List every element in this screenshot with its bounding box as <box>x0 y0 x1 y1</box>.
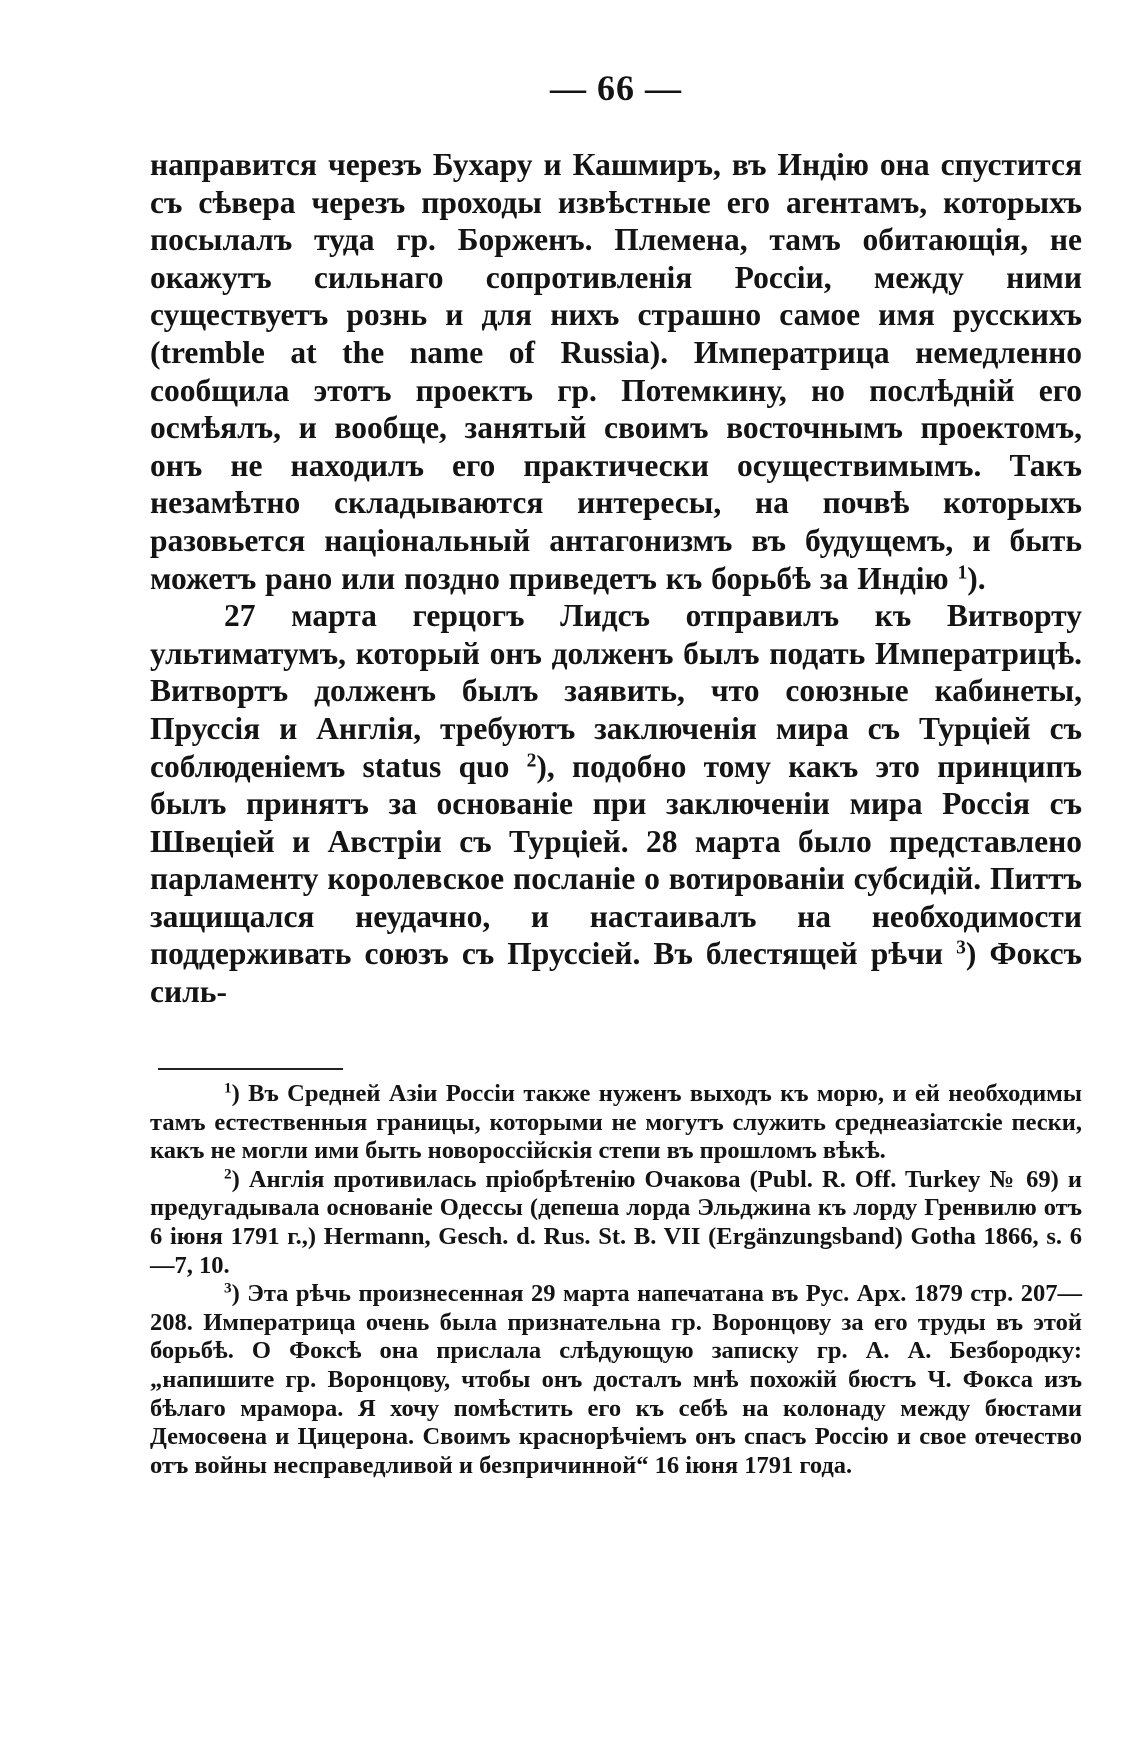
footnote-ref-3: 3 <box>956 937 966 959</box>
footnote-3-text: ) Эта рѣчь произнесенная 29 марта напечатана въ Рус. Арх. 1879 стр. 207—208. Императрица очень была признательна гр. Воронцову за его труды въ этой борьбѣ. О Фоксѣ она прислала слѣдующую записку гр. А. А. Безбородку: „напишите гр. Воронцову, чтобы онъ досталъ мнѣ похожій бюстъ Ч. Фокса изъ бѣлаго мрамора. Я хочу помѣстить его къ себѣ на колонаду между бюстами Демосѳена и Цицерона. Своимъ краснорѣчіемъ онъ спасъ Россію и свое отечество отъ войны несправедливой и безпричинной“ 16 іюня 1791 года. <box>150 1280 1082 1479</box>
footnote-mark-3: 3 <box>224 1279 232 1297</box>
footnote-mark-1: 1 <box>224 1079 232 1097</box>
footnote-ref-2: 2 <box>526 749 537 771</box>
paragraph-1-text: направится черезъ Бухару и Кашмиръ, въ Индію она спустится съ сѣвера черезъ проходы извѣстные его агентамъ, которыхъ посылалъ туда гр. Борженъ. Племена, тамъ обитающія, не окажутъ сильнаго сопротивленія Россіи, между ними существуетъ рознь и для нихъ страшно самое имя русскихъ (tremble at the name of Russia). Императрица немедленно сообщила этотъ проектъ гр. Потемкину, но послѣдній его осмѣялъ, и вообще, занятый своимъ восточнымъ проектомъ, онъ не находилъ его практически осуществимымъ. Такъ незамѣтно складываются интересы, на почвѣ которыхъ разовьется національный антагонизмъ въ будущемъ, и быть можетъ рано или поздно приведетъ къ борьбѣ за Индію <box>150 147 1082 596</box>
footnote-ref-1: 1 <box>957 561 968 583</box>
main-text <box>150 146 1082 1011</box>
footnotes <box>150 1080 1082 1480</box>
paragraph-2-text-b: ), подобно тому какъ это принципъ былъ принятъ за основаніе при заключеніи мира Россія съ Швеціей и Австріи съ Турціей. 28 марта было представлено парламенту королевское посланіе о вотированіи субсидій. Питтъ защищался неудачно, и настаивалъ на необходимости поддерживать союзъ съ Пруссіей. Въ блестящей рѣчи <box>150 748 1082 972</box>
footnote-divider <box>158 1068 343 1070</box>
page-number: — 66 — <box>550 68 682 108</box>
footnote-mark-2: 2 <box>224 1165 232 1183</box>
paragraph-1 <box>150 146 1082 597</box>
footnote-1-text: ) Въ Средней Азіи Россіи также нуженъ выходъ къ морю, и ей необходимы тамъ естественныя границы, которыми не могутъ служить среднеазіатскіе пески, какъ не могли ими быть новороссійскія степи въ прошломъ вѣкѣ. <box>150 1080 1082 1165</box>
footnote-3 <box>150 1280 1082 1480</box>
paragraph-2-text-c: ) Фоксъ силь- <box>150 936 1082 1010</box>
paragraph-2 <box>150 597 1082 1011</box>
paragraph-1-tail: ). <box>967 560 986 596</box>
footnote-2 <box>150 1166 1082 1280</box>
footnote-2-text: ) Англія противилась пріобрѣтенію Очакова (Publ. R. Off. Turkey № 69) и предугадывала основаніе Одессы (депеша лорда Эльджина къ лорду Гренвилю отъ 6 іюня 1791 г.,) Hermann, Gesch. d. Rus. St. B. VII (Ergänzungsband) Gotha 1866, s. 6—7, 10. <box>150 1165 1082 1279</box>
footnote-1 <box>150 1080 1082 1166</box>
paragraph-2-text-a: 27 марта герцогъ Лидсъ отправилъ къ Витворту ультиматумъ, который онъ долженъ былъ подать Императрицѣ. Витвортъ долженъ былъ заявить, что союзные кабинеты, Пруссія и Англія, требуютъ заключенія мира съ Турціей съ соблюденіемъ status quo <box>150 598 1082 784</box>
